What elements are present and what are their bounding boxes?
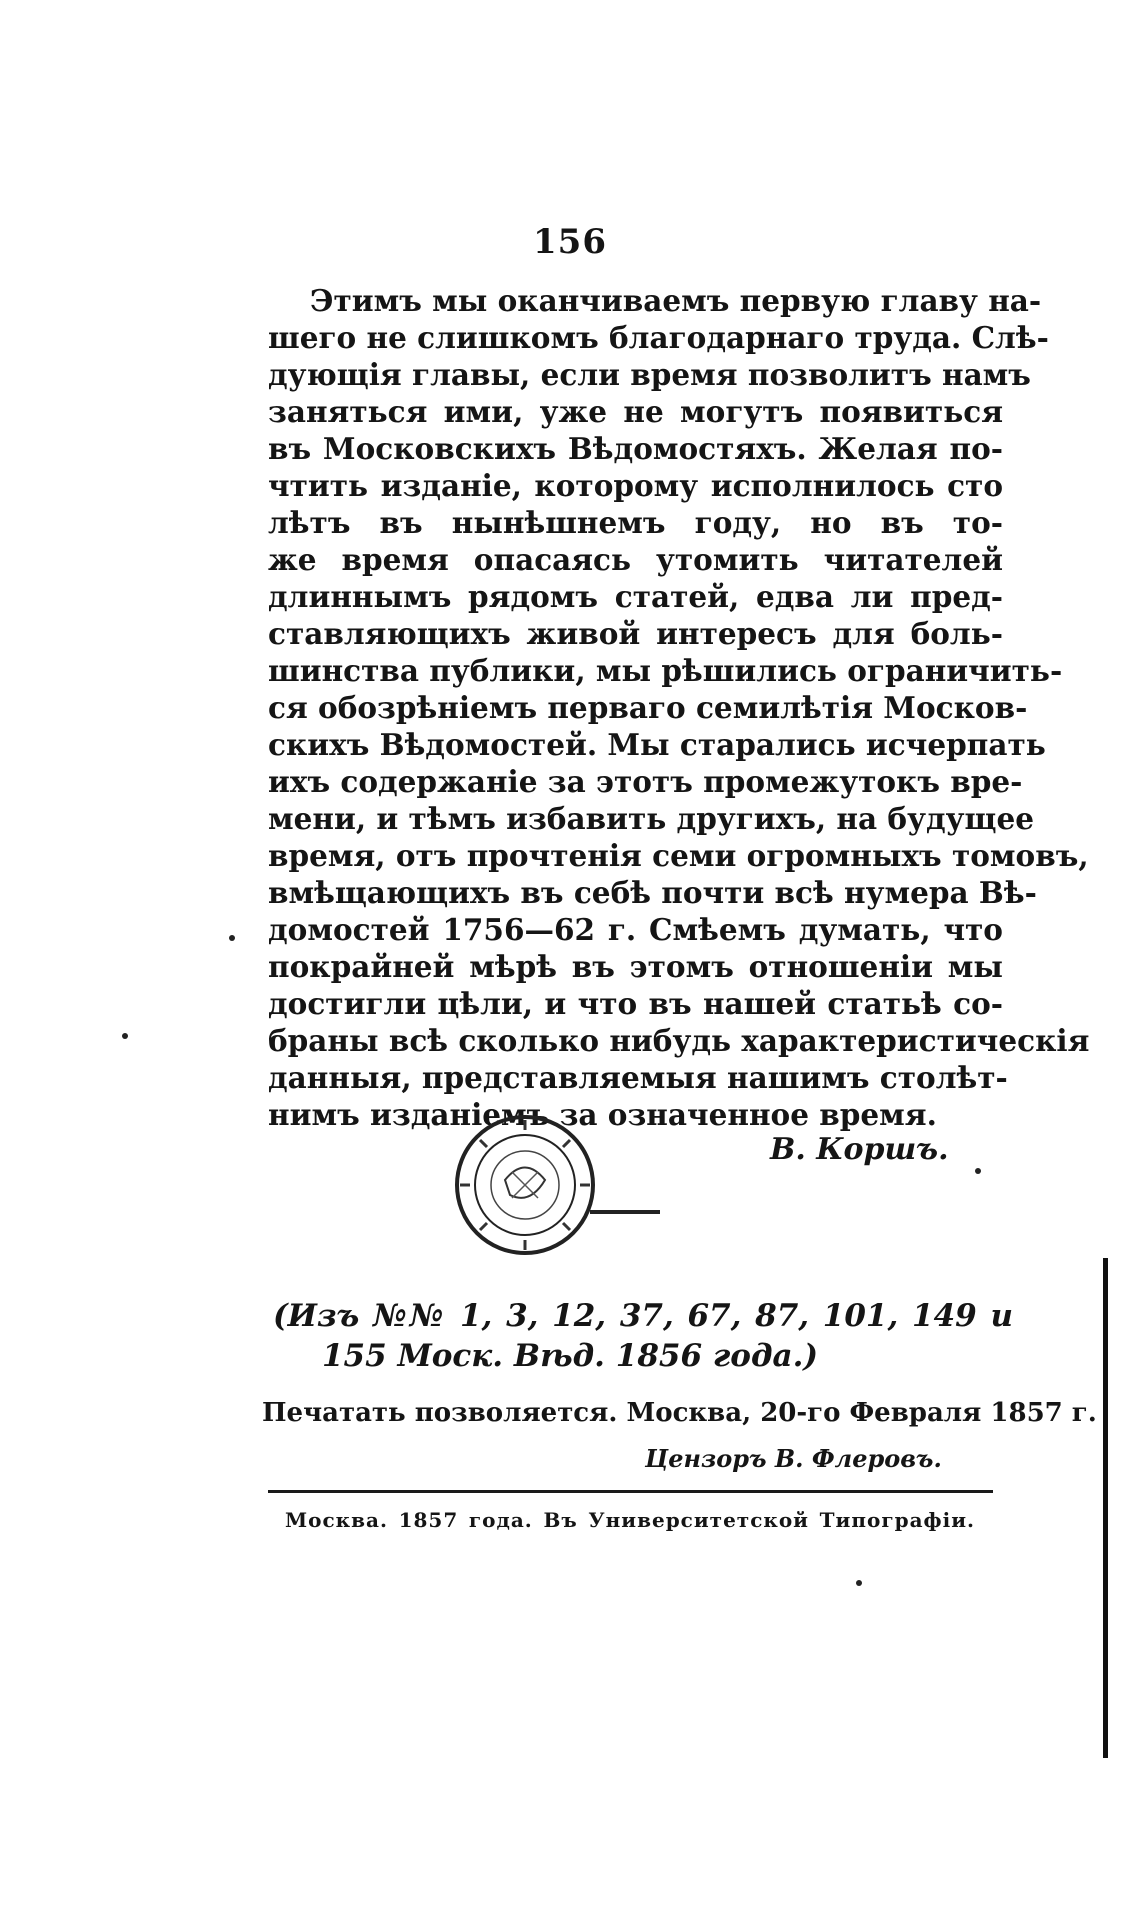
- text-line: достигли цѣли, и что въ нашей статьѣ со-: [268, 986, 1003, 1021]
- text-line: домостей 1756—62 г. Смѣемъ думать, что: [268, 912, 1003, 947]
- divider: [268, 1490, 993, 1493]
- text-line: время, отъ прочтенія семи огромныхъ томовъ,: [268, 838, 1089, 873]
- scan-speck: [229, 935, 235, 941]
- text-line: дующія главы, если время позволитъ намъ: [268, 357, 1031, 392]
- censor-name: Цензоръ В. Флеровъ.: [645, 1444, 942, 1473]
- text-line: скихъ Вѣдомостей. Мы старались исчерпать: [268, 727, 1046, 762]
- text-line: мени, и тѣмъ избавить другихъ, на будущее: [268, 801, 1034, 836]
- text-line: шинства публики, мы рѣшились ограничить-: [268, 653, 1063, 688]
- censorship-permission: Печатать позволяется. Москва, 20-го Февраля 1857 г.: [262, 1398, 1097, 1428]
- text-line: данныя, представляемыя нашимъ столѣт-: [268, 1060, 1008, 1095]
- scan-speck: [122, 1033, 128, 1039]
- page-number: 156: [533, 222, 607, 262]
- text-line: шего не слишкомъ благодарнаго труда. Слѣ-: [268, 320, 1049, 355]
- text-line: ся обозрѣніемъ перваго семилѣтія Москов-: [268, 690, 1028, 725]
- text-line: же время опасаясь утомить читателей: [268, 542, 1003, 577]
- text-line: ихъ содержаніе за этотъ промежутокъ вре-: [268, 764, 1023, 799]
- text-line: чтить изданіе, которому исполнилось сто: [268, 468, 1003, 503]
- text-line: длиннымъ рядомъ статей, едва ли пред-: [268, 579, 1003, 614]
- source-citation-line: (Изъ №№ 1, 3, 12, 37, 67, 87, 101, 149 и: [273, 1298, 1013, 1334]
- library-stamp-seal: [450, 1110, 600, 1260]
- text-line: въ Московскихъ Вѣдомостяхъ. Желая по-: [268, 431, 1003, 466]
- scan-edge-mark: [1103, 1258, 1108, 1758]
- author-signature: В. Коршъ.: [770, 1132, 949, 1167]
- text-line: покрайней мѣрѣ въ этомъ отношеніи мы: [268, 949, 1003, 984]
- printer-imprint: Москва. 1857 года. Въ Университетской Типографіи.: [285, 1508, 975, 1532]
- source-citation-line: 155 Моск. Вѣд. 1856 года.): [321, 1338, 819, 1374]
- text-line: вмѣщающихъ въ себѣ почти всѣ нумера Вѣ-: [268, 875, 1037, 910]
- text-line: заняться ими, уже не могутъ появиться: [268, 394, 1003, 429]
- text-line: браны всѣ сколько нибудь характеристическія: [268, 1023, 1090, 1058]
- scan-speck: [975, 1168, 981, 1174]
- scan-speck: [856, 1580, 862, 1586]
- body-text: [268, 282, 1090, 1133]
- text-line: Этимъ мы оканчиваемъ первую главу на-: [310, 283, 1042, 318]
- text-line: нимъ изданіемъ за означенное время.: [268, 1097, 937, 1132]
- text-line: лѣтъ въ нынѣшнемъ году, но въ то-: [268, 505, 1003, 540]
- text-line: ставляющихъ живой интересъ для боль-: [268, 616, 1003, 651]
- ornament-rule: [590, 1210, 660, 1214]
